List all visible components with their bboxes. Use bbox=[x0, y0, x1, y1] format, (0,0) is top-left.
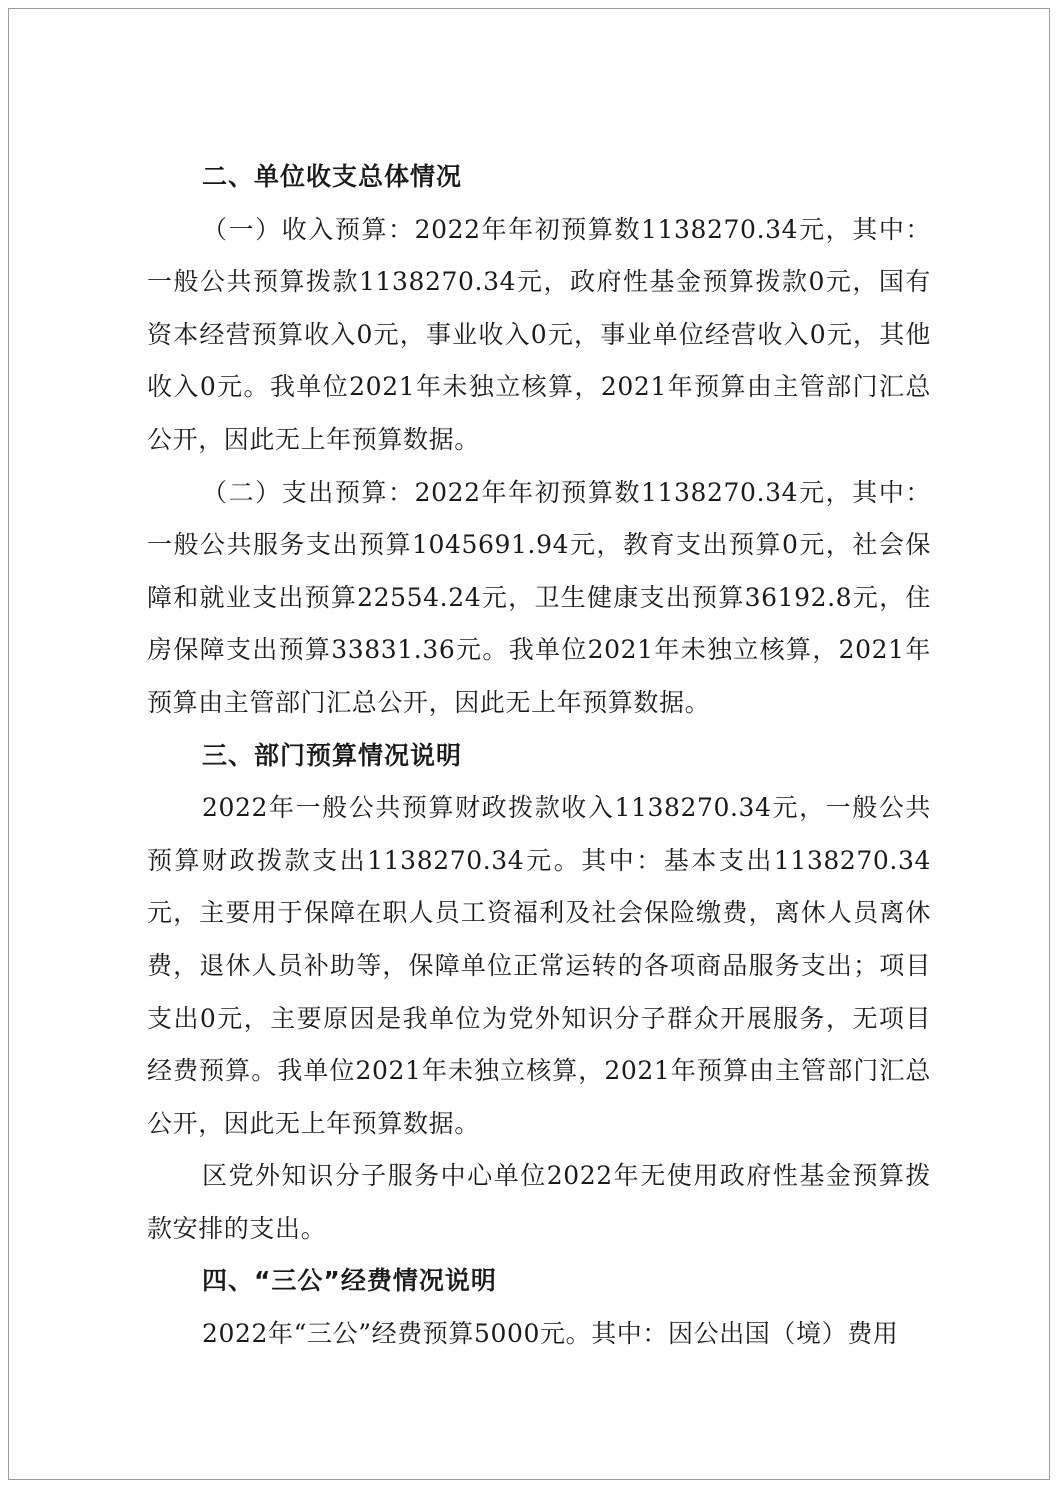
section-heading-4: 四、“三公”经费情况说明 bbox=[202, 1266, 497, 1296]
paragraph-income-budget: （一）收入预算：2022年年初预算数1138270.34元，其中：一般公共预算拨款1138270.34元，政府性基金预算拨款0元，国有资本经营预算收入0元，事业收入0元，事业单位经营收入0元，其他收入0元。我单位2021年未独立核算，2021年预算由主管部门汇总公开，因此无上年预算数据。 bbox=[147, 214, 931, 454]
paragraph-three-public: 2022年“三公”经费预算5000元。其中：因公出国（境）费用 bbox=[202, 1319, 899, 1349]
paragraph-expense-budget: （二）支出预算：2022年年初预算数1138270.34元，其中：一般公共服务支出预算1045691.94元，教育支出预算0元，社会保障和就业支出预算22554.24元，卫生健康支出预算36192.8元，住房保障支出预算33831.36元。我单位2021年未独立核算，2021年预算由主管部门汇总公开，因此无上年预算数据。 bbox=[147, 477, 931, 717]
paragraph-dept-budget: 2022年一般公共预算财政拨款收入1138270.34元，一般公共预算财政拨款支出1138270.34元。其中：基本支出1138270.34元，主要用于保障在职人员工资福利及社会保险缴费，离休人员离休费，退休人员补助等，保障单位正常运转的各项商品服务支出；项目支出0元，主要原因是我单位为党外知识分子群众开展服务，无项目经费预算。我单位2021年未独立核算，2021年预算由主管部门汇总公开，因此无上年预算数据。 bbox=[147, 793, 931, 1138]
document-page bbox=[8, 8, 1050, 1480]
document-body bbox=[147, 151, 931, 1361]
paragraph-gov-fund: 区党外知识分子服务中心单位2022年无使用政府性基金预算拨款安排的支出。 bbox=[147, 1161, 931, 1243]
section-heading-3: 三、部门预算情况说明 bbox=[202, 740, 463, 770]
section-heading-2: 二、单位收支总体情况 bbox=[202, 162, 463, 191]
